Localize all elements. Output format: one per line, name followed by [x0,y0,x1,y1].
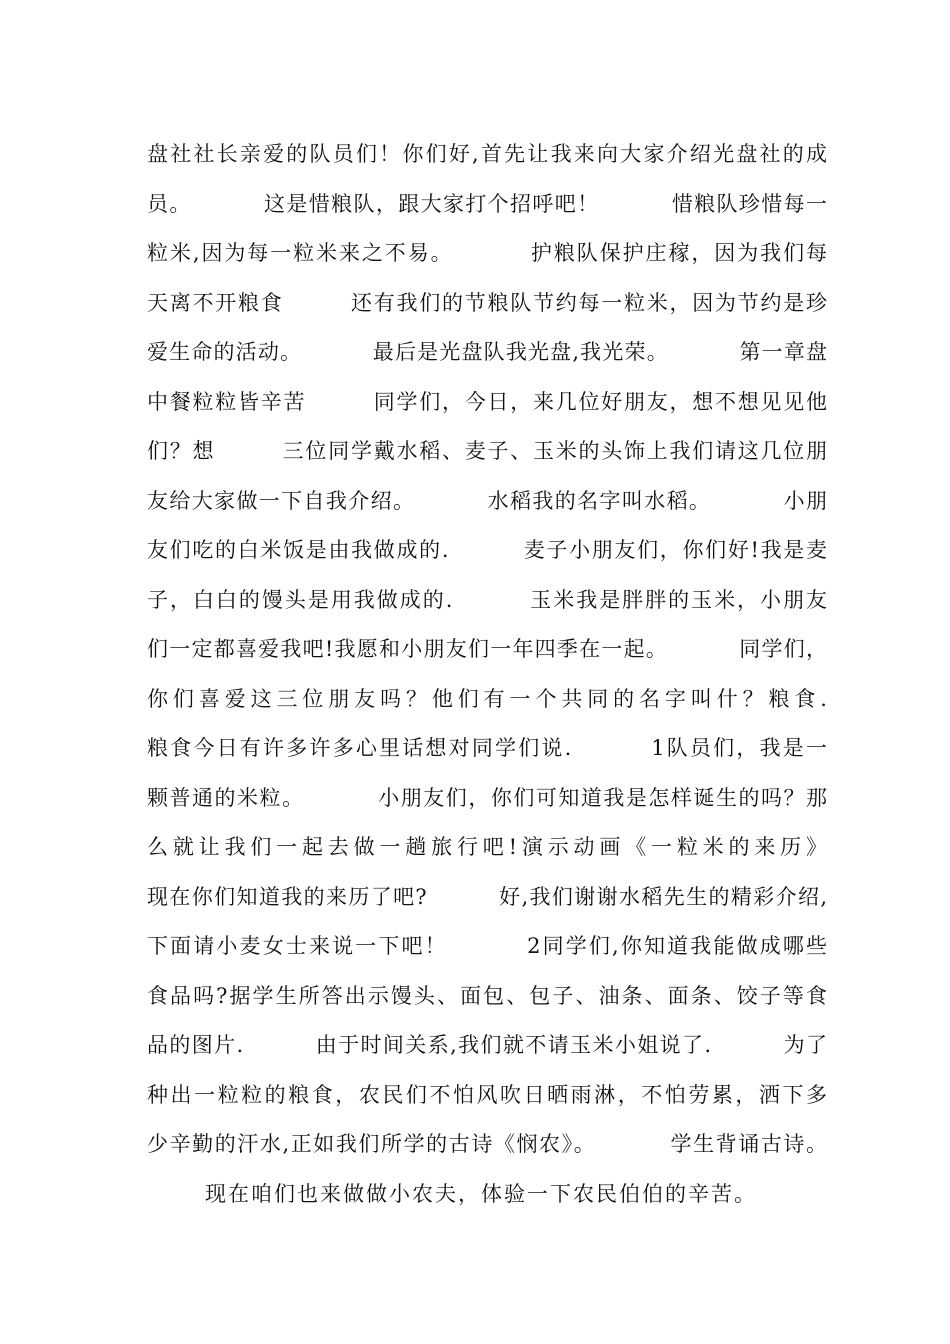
text-line-3: 粒米,因为每一粒米来之不易。 护粮队保护庄稼，因为我们每 [147,241,827,265]
text-line-8: 友给大家做一下自我介绍。 水稻我的名字叫水稻。 小朋 [147,488,827,513]
text-line-11: 们一定都喜爱我吧!我愿和小朋友们一年四季在一起。 同学们， [147,637,827,661]
text-line-17: 下面请小麦女士来说一下吧！ 2同学们,你知道我能做成哪些 [147,934,827,958]
text-line-6: 中餐粒粒皆辛苦 同学们，今日，来几位好朋友，想不想见见他 [147,389,827,414]
text-line-10: 子，白白的馒头是用我做成的. 玉米我是胖胖的玉米，小朋友 [147,587,827,612]
text-line-2: 员。 这是惜粮队，跟大家打个招呼吧！ 惜粮队珍惜每一 [147,191,827,216]
body-text [147,130,827,1219]
text-line-18: 食品吗?据学生所答出示馒头、面包、包子、油条、面条、饺子等食 [147,983,827,1008]
text-line-7: 们？想 三位同学戴水稻、麦子、玉米的头饰上我们请这几位朋 [147,439,827,463]
text-line-20: 种出一粒粒的粮食，农民们不怕风吹日晒雨淋，不怕劳累，洒下多 [147,1082,827,1107]
text-line-15: 么就让我们一起去做一趟旅行吧!演示动画《一粒米的来历》 [147,835,827,859]
text-line-21: 少辛勤的汗水,正如我们所学的古诗《悯农》。 学生背诵古诗。 [147,1132,827,1156]
text-line-13: 粮食今日有许多许多心里话想对同学们说. 1队员们，我是一 [147,736,827,760]
text-line-16: 现在你们知道我的来历了吧? 好,我们谢谢水稻先生的精彩介绍, [147,884,827,909]
text-line-9: 友们吃的白米饭是由我做成的. 麦子小朋友们，你们好!我是麦 [147,538,827,562]
text-line-19: 品的图片. 由于时间关系,我们就不请玉米小姐说了. 为了 [147,1033,827,1057]
text-line-14: 颗普通的米粒。 小朋友们，你们可知道我是怎样诞生的吗？那 [147,785,827,810]
text-line-5: 爱生命的活动。 最后是光盘队我光盘,我光荣。 第一章盘 [147,340,827,364]
text-line-1: 盘社社长亲爱的队员们！你们好,首先让我来向大家介绍光盘社的成 [147,142,827,166]
text-line-22: 现在咱们也来做做小农夫，体验一下农民伯伯的辛苦。 [205,1181,757,1206]
text-line-4: 天离不开粮食 还有我们的节粮队节约每一粒米，因为节约是珍 [147,290,827,315]
text-line-12: 你们喜爱这三位朋友吗？他们有一个共同的名字叫什？粮食. [147,686,827,711]
